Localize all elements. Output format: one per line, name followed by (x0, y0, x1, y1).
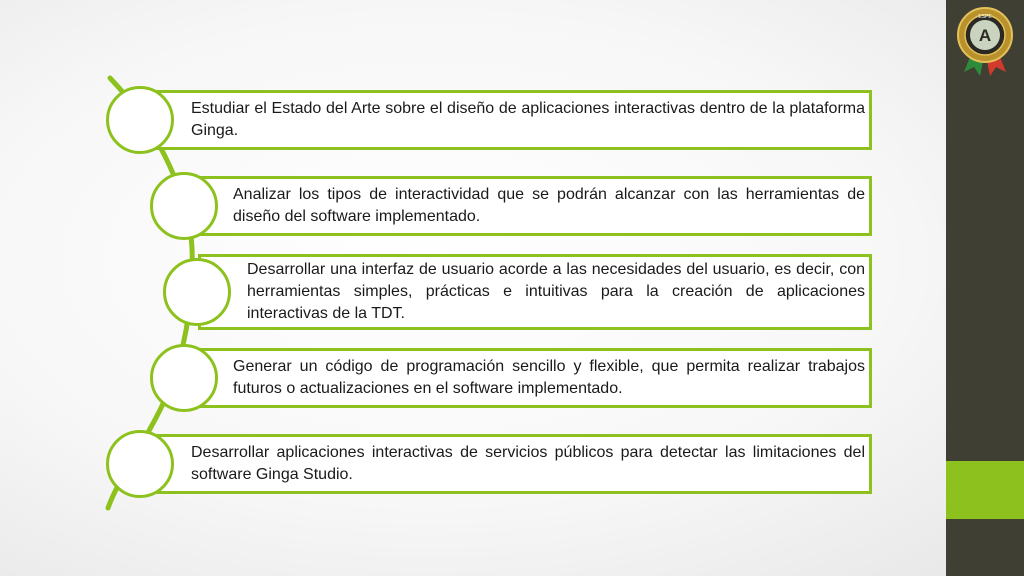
objective-text-4: Generar un código de programación sencillo y flexible, que permita realizar trabajos futuros o actualizaciones en el software implementado. (233, 358, 865, 397)
objective-item-4 (184, 348, 872, 408)
objective-item-1 (138, 90, 872, 150)
objective-text-5: Desarrollar aplicaciones interactivas de servicios públicos para detectar las limitaciones del software Ginga Studio. (191, 444, 865, 483)
logo-letter: A (978, 26, 992, 45)
objective-text-3: Desarrollar una interfaz de usuario acorde a las necesidades del usuario, es decir, con herramientas simples, prácticas e intuitivas para la creación de aplicaciones interactivas de la TDT. (247, 261, 865, 322)
bullet-circle-5 (106, 430, 174, 498)
bullet-circle-2 (150, 172, 218, 240)
sidebar (946, 0, 1024, 576)
objective-text-1: Estudiar el Estado del Arte sobre el diseño de aplicaciones interactivas dentro de la plataforma Ginga. (191, 100, 865, 139)
objective-text-2: Analizar los tipos de interactividad que se podrán alcanzar con las herramientas de diseño del software implementado. (233, 186, 865, 225)
bullet-circle-3 (163, 258, 231, 326)
bullet-circle-4 (150, 344, 218, 412)
sidebar-accent-block (946, 461, 1024, 519)
bullet-circle-1 (106, 86, 174, 154)
objective-item-3 (198, 254, 872, 330)
badge-logo-icon (954, 4, 1016, 78)
objective-item-5 (138, 434, 872, 494)
logo-label: ESPE (978, 14, 992, 20)
objective-item-2 (184, 176, 872, 236)
